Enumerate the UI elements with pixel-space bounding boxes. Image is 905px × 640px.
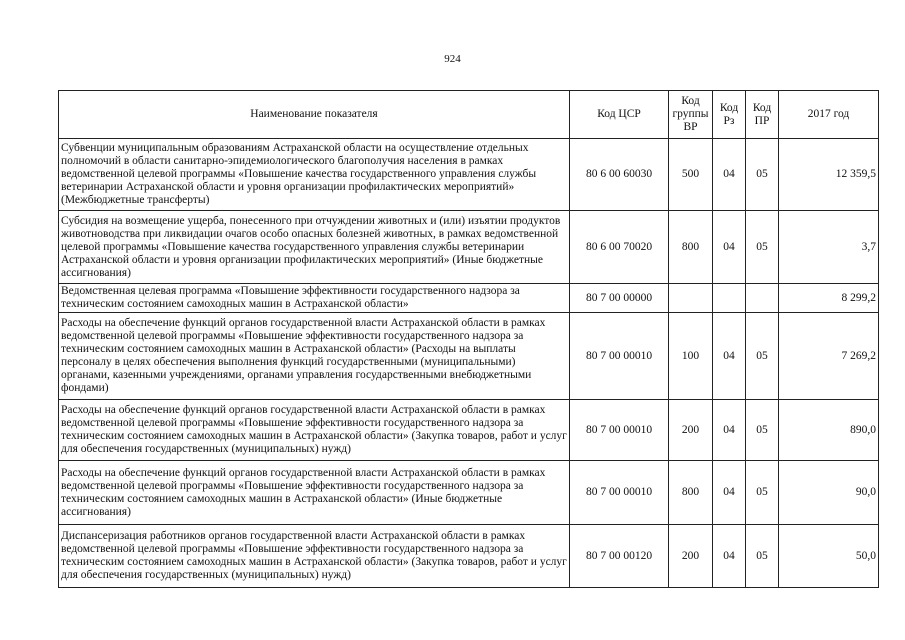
header-rz: Код Рз — [713, 91, 746, 139]
row-name: Расходы на обеспечение функций органов государственной власти Астраханской области в рамках ведомственной целевой программы «Повышение эффективности государственного надзора за техническим состоянием самоходных машин в Астраханской области» (Закупка товаров, работ и услуг для обеспечения государственных (муниципальных) нужд) — [59, 400, 570, 461]
header-name: Наименование показателя — [59, 91, 570, 139]
row-name: Ведомственная целевая программа «Повышение эффективности государственного надзора за техническим состоянием самоходных машин в Астраханской области» — [59, 284, 570, 313]
header-year: 2017 год — [779, 91, 879, 139]
row-vr: 800 — [669, 461, 713, 525]
row-pr: 05 — [746, 139, 779, 211]
row-rz: 04 — [713, 461, 746, 525]
row-amount: 8 299,2 — [779, 284, 879, 313]
header-row — [59, 91, 879, 139]
row-vr: 200 — [669, 525, 713, 588]
row-amount: 3,7 — [779, 211, 879, 284]
row-rz: 04 — [713, 525, 746, 588]
row-vr: 200 — [669, 400, 713, 461]
row-pr — [746, 284, 779, 313]
table-row — [59, 525, 879, 588]
row-csr: 80 7 00 00000 — [570, 284, 669, 313]
table-row — [59, 313, 879, 400]
row-vr: 100 — [669, 313, 713, 400]
table-row — [59, 139, 879, 211]
row-pr: 05 — [746, 525, 779, 588]
row-name: Диспансеризация работников органов государственной власти Астраханской области в рамках ведомственной целевой программы «Повышение эффективности государственного надзора за техническим состоянием самоходных машин в Астраханской области» (Закупка товаров, работ и услуг для обеспечения государственных (муниципальных) нужд) — [59, 525, 570, 588]
row-vr: 800 — [669, 211, 713, 284]
row-name: Расходы на обеспечение функций органов государственной власти Астраханской области в рамках ведомственной целевой программы «Повышение эффективности государственного надзора за техническим состоянием самоходных машин в Астраханской области» (Иные бюджетные ассигнования) — [59, 461, 570, 525]
row-rz — [713, 284, 746, 313]
row-csr: 80 7 00 00010 — [570, 400, 669, 461]
row-pr: 05 — [746, 461, 779, 525]
row-csr: 80 6 00 60030 — [570, 139, 669, 211]
row-name: Субсидия на возмещение ущерба, понесенного при отчуждении животных и (или) изъятии продуктов животноводства при ликвидации очагов особо опасных болезней животных, в рамках ведомственной целевой программы «Повышение качества государственного управления службы ветеринарии Астраханской области и уровня организации профилактических мероприятий» (Иные бюджетные ассигнования) — [59, 211, 570, 284]
header-pr: Код ПР — [746, 91, 779, 139]
header-csr: Код ЦСР — [570, 91, 669, 139]
row-rz: 04 — [713, 400, 746, 461]
row-rz: 04 — [713, 313, 746, 400]
budget-table — [58, 90, 879, 588]
row-amount: 50,0 — [779, 525, 879, 588]
header-vr: Код группы ВР — [669, 91, 713, 139]
row-amount: 890,0 — [779, 400, 879, 461]
table-body — [59, 139, 879, 588]
table-header — [59, 91, 879, 139]
row-rz: 04 — [713, 139, 746, 211]
table-row — [59, 211, 879, 284]
row-amount: 12 359,5 — [779, 139, 879, 211]
row-vr: 500 — [669, 139, 713, 211]
table-row — [59, 284, 879, 313]
row-rz: 04 — [713, 211, 746, 284]
table-row — [59, 400, 879, 461]
row-name: Субвенции муниципальным образованиям Астраханской области на осуществление отдельных полномочий в области санитарно-эпидемиологического благополучия населения в рамках ведомственной целевой программы «Повышение качества государственного управления службы ветеринарии Астраханской области и уровня организации профилактических мероприятий» (Межбюджетные трансферты) — [59, 139, 570, 211]
row-name: Расходы на обеспечение функций органов государственной власти Астраханской области в рамках ведомственной целевой программы «Повышение эффективности государственного надзора за техническим состоянием самоходных машин в Астраханской области» (Расходы на выплаты персоналу в целях обеспечения выполнения функций государственными (муниципальными) органами, казенными учреждениями, органами управления государственными внебюджетными фондами) — [59, 313, 570, 400]
table-row — [59, 461, 879, 525]
row-csr: 80 7 00 00010 — [570, 313, 669, 400]
row-pr: 05 — [746, 400, 779, 461]
row-pr: 05 — [746, 211, 779, 284]
row-amount: 7 269,2 — [779, 313, 879, 400]
page-number: 924 — [444, 53, 461, 65]
row-vr — [669, 284, 713, 313]
row-csr: 80 7 00 00010 — [570, 461, 669, 525]
row-pr: 05 — [746, 313, 779, 400]
row-csr: 80 6 00 70020 — [570, 211, 669, 284]
row-csr: 80 7 00 00120 — [570, 525, 669, 588]
row-amount: 90,0 — [779, 461, 879, 525]
